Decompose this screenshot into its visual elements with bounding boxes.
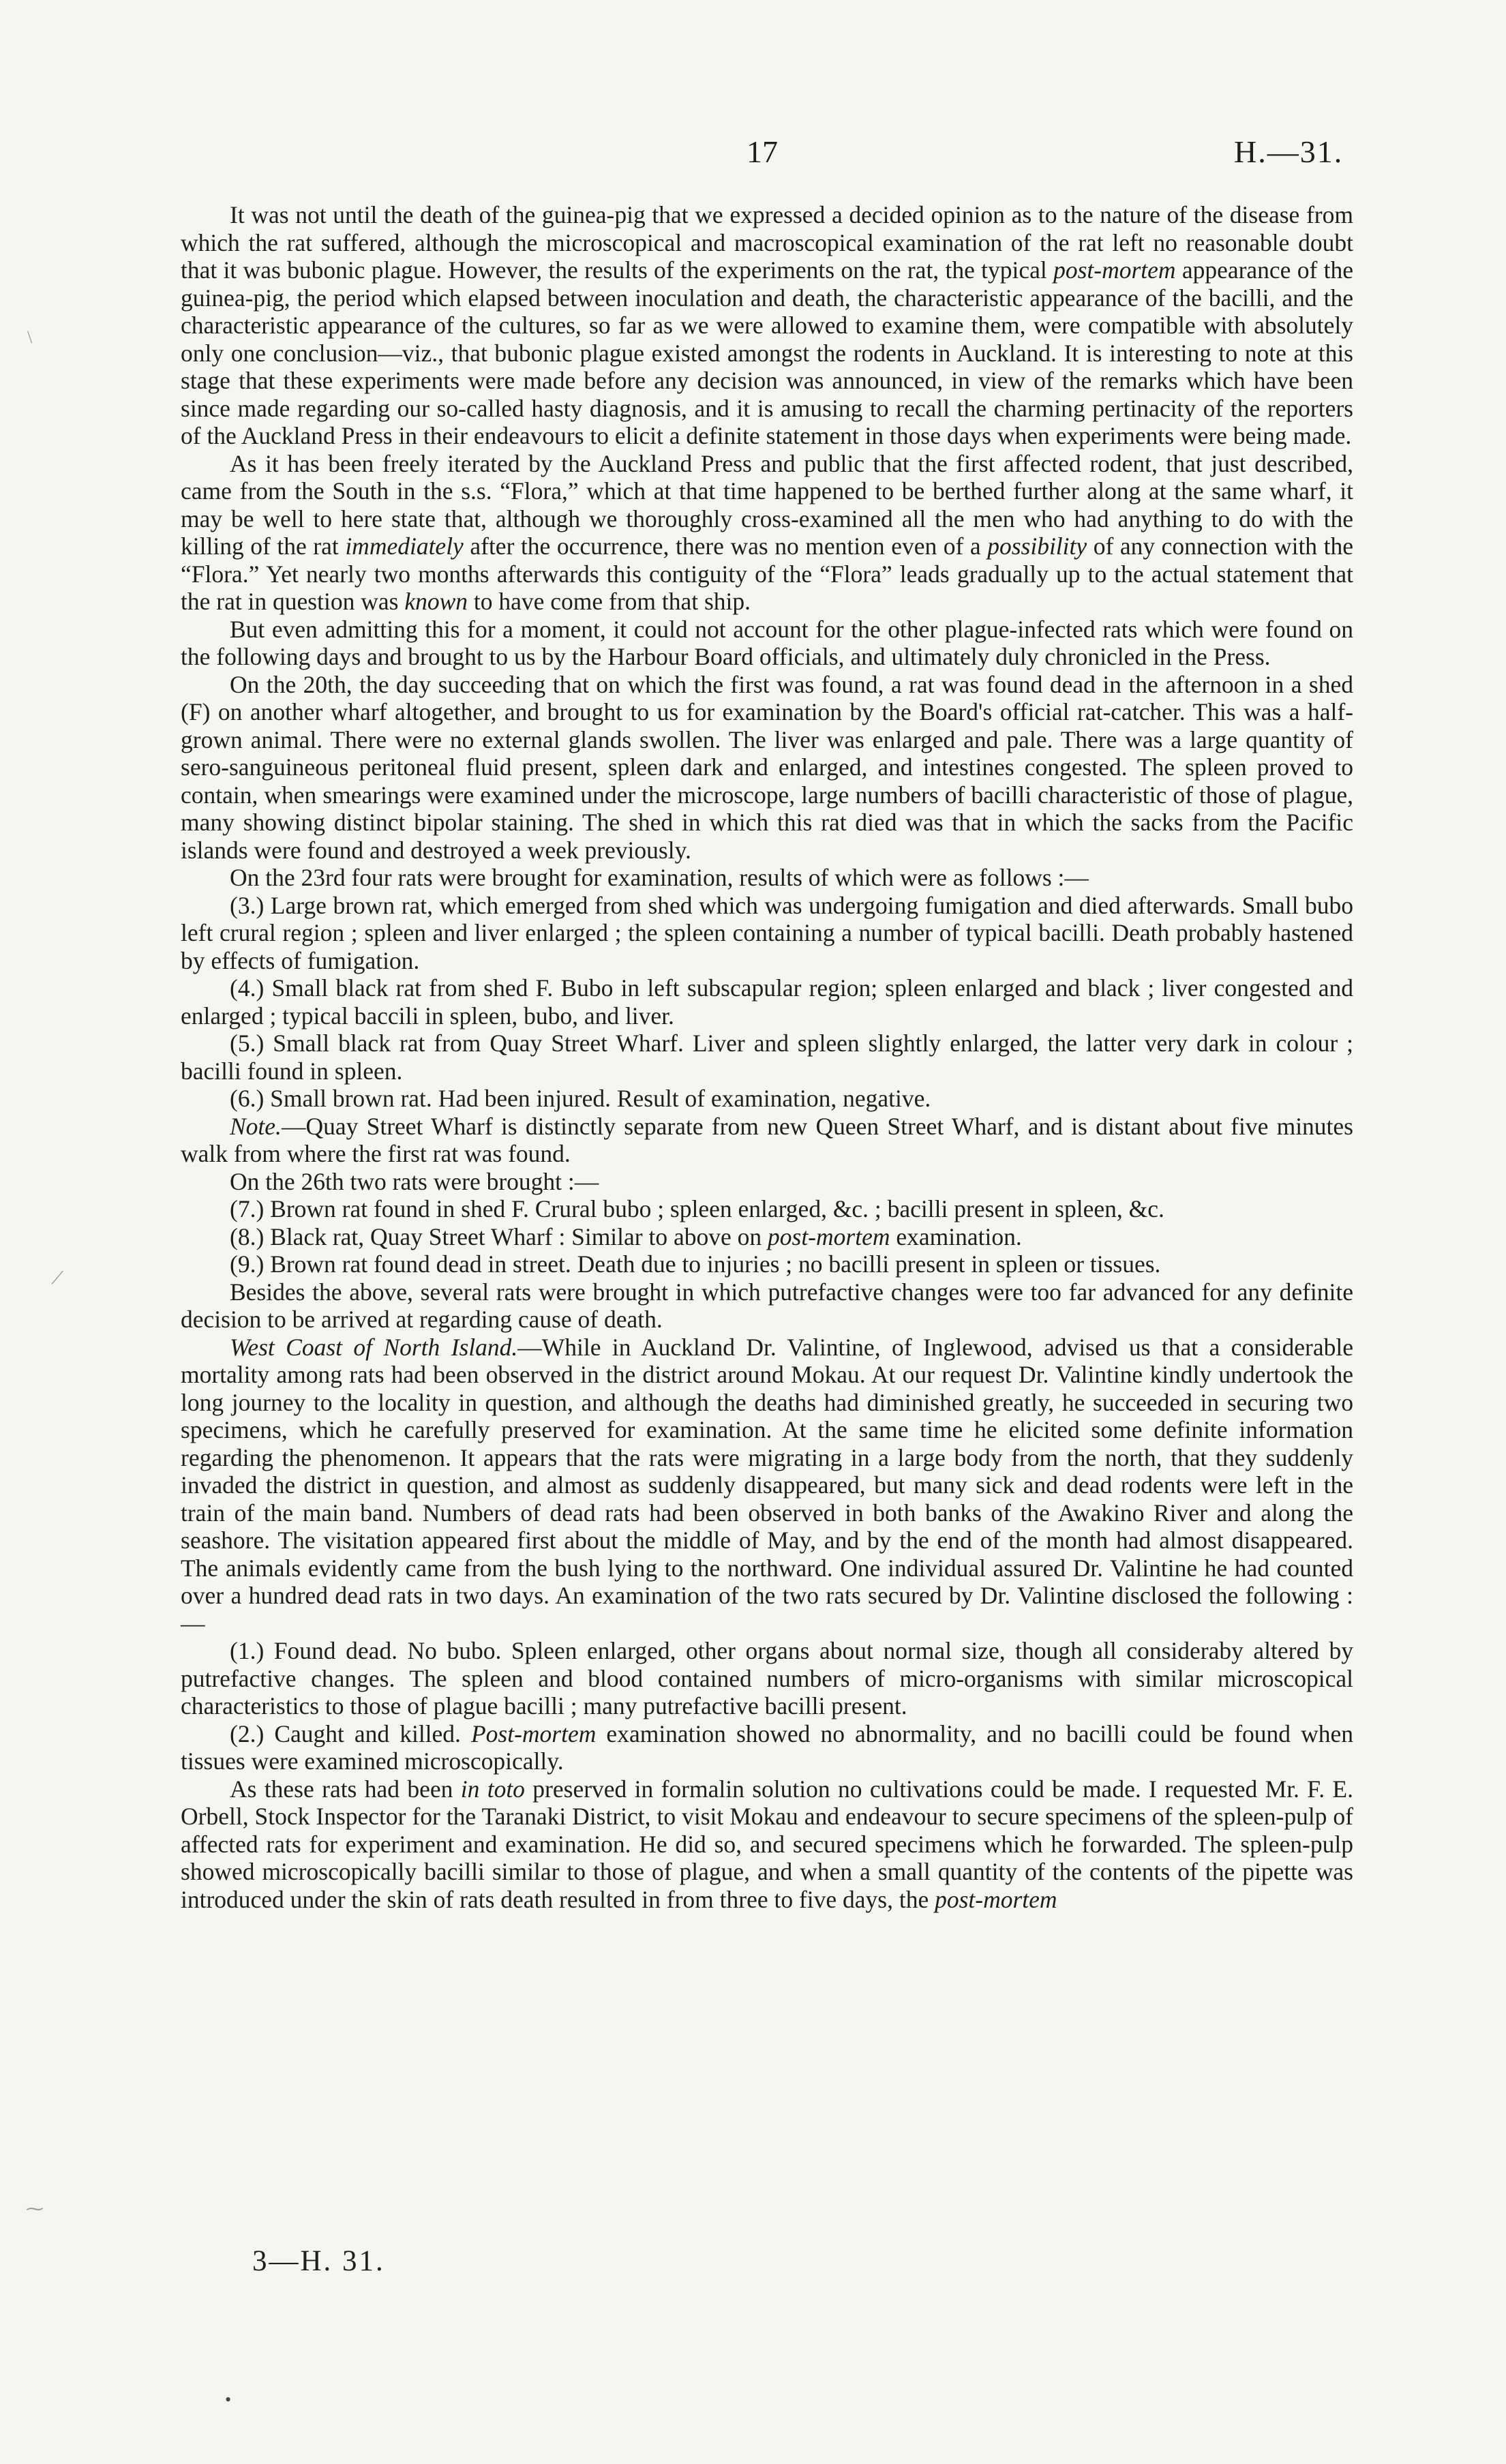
paragraph	[181, 1720, 1353, 1775]
paragraph-text: after the occurrence, there was no mention even of a	[463, 532, 988, 560]
paragraph-text: (8.) Black rat, Quay Street Wharf : Similar to above on	[230, 1222, 768, 1250]
paragraph	[181, 671, 1353, 865]
paragraph-text: (1.) Found dead. No bubo. Spleen enlarged, other organs about normal size, though all consideraby altered by putrefactive changes. The spleen and blood contained numbers of micro-organisms with similar microscopical characteristics to those of plague bacilli ; many putrefactive bacilli present.	[181, 1637, 1353, 1719]
signature-mark: 3—H. 31.	[252, 2245, 385, 2277]
paragraph-text: examination.	[890, 1222, 1022, 1250]
italic-text: immediately	[345, 532, 464, 560]
paragraph	[181, 974, 1353, 1030]
italic-text: in toto	[460, 1775, 525, 1803]
body-text	[181, 201, 1353, 1913]
paragraph	[181, 1334, 1353, 1638]
paragraph-text: It was not until the death of the guinea-pig that we expressed a decided opinion as to the nature of the disease from which the rat suffered, although the microscopical and macroscopical examination of the rat left no reasonable doubt that it was bubonic plague. However, the results of the experiments on the rat, the typical	[181, 201, 1353, 284]
paragraph-text: to have come from that ship.	[468, 588, 751, 615]
paragraph-text: (9.) Brown rat found dead in street. Death due to injuries ; no bacilli present in spleen or tissues.	[230, 1250, 1161, 1278]
paragraph	[181, 1637, 1353, 1720]
document-reference: H.—31.	[1234, 134, 1344, 169]
paragraph	[181, 1195, 1353, 1223]
margin-mark: ⁓	[26, 2199, 44, 2219]
italic-text: known	[404, 588, 468, 615]
paragraph	[181, 201, 1353, 450]
paragraph	[181, 1030, 1353, 1085]
italic-text: possibility	[987, 532, 1087, 560]
paragraph-text: (3.) Large brown rat, which emerged from shed which was undergoing fumigation and died afterwards. Small bubo left crural region ; spleen and liver enlarged ; the spleen containing a number of typical bacilli. Death probably hastened by effects of fumigation.	[181, 891, 1353, 974]
paragraph-text: On the 20th, the day succeeding that on which the first was found, a rat was found dead in the afternoon in a shed (F) on another wharf altogether, and brought to us for examination by the Board's official rat-catcher. This was a half-grown animal. There were no external glands swollen. The liver was enlarged and pale. There was a large quantity of sero-sanguineous peritoneal fluid present, spleen dark and enlarged, and intestines congested. The spleen proved to contain, when smearings were examined under the microscope, large numbers of bacilli characteristic of those of plague, many showing distinct bipolar staining. The shed in which this rat died was that in which the sacks from the Pacific islands were found and destroyed a week previously.	[181, 670, 1353, 864]
margin-mark: ⟋	[51, 1268, 64, 1288]
paragraph-text: But even admitting this for a moment, it could not account for the other plague-infected rats which were found on the following days and brought to us by the Harbour Board officials, and ultimately duly chronicled in the Press.	[181, 615, 1353, 670]
paragraph	[181, 864, 1353, 892]
italic-text: post-mortem	[1053, 256, 1176, 284]
paragraph-text: examination showed no abnormality, and no bacilli could be found when tissues were examined microscopically.	[181, 1719, 1353, 1775]
page-number: 17	[747, 134, 778, 169]
paragraph-text: (5.) Small black rat from Quay Street Wharf. Liver and spleen slightly enlarged, the latter very dark in colour ; bacilli found in spleen.	[181, 1030, 1353, 1085]
paragraph-text: On the 23rd four rats were brought for examination, results of which were as follows :—	[230, 864, 1089, 891]
italic-text: Note.	[230, 1112, 282, 1140]
paragraph-text: appearance of the guinea-pig, the period which elapsed between inoculation and death, the characteristic appearance of the bacilli, and the characteristic appearance of the cultures, so far as we were allowed to examine them, were compatible with absolutely only one conclusion—viz., that bubonic plague existed amongst the rodents in Auckland. It is interesting to note at this stage that these experiments were made before any decision was announced, in view of the remarks which have been since made regarding our so-called hasty diagnosis, and it is amusing to recall the charming pertinacity of the reporters of the Auckland Press in their endeavours to elicit a definite statement in those days when experiments were being made.	[181, 256, 1353, 449]
italic-text: Post-mortem	[470, 1719, 597, 1747]
paragraph-text: (2.) Caught and killed.	[230, 1719, 471, 1747]
paragraph-text: (4.) Small black rat from shed F. Bubo in left subscapular region; spleen enlarged and black ; liver congested and enlarged ; typical baccili in spleen, bubo, and liver.	[181, 974, 1353, 1030]
paragraph-text: —Quay Street Wharf is distinctly separate from new Queen Street Wharf, and is distant about five minutes walk from where the first rat was found.	[181, 1112, 1353, 1167]
paragraph-text: Besides the above, several rats were brought in which putrefactive changes were too far advanced for any definite decision to be arrived at regarding cause of death.	[181, 1278, 1353, 1333]
paragraph-text: (6.) Small brown rat. Had been injured. Result of examination, negative.	[230, 1085, 931, 1112]
paragraph-text: As it has been freely iterated by the Auckland Press and public that the first affected rodent, that just described, came from the South in the s.s. “Flora,” which at that time happened to be berthed further along at the same wharf, it may be well to here state that, although we thoroughly cross-examined all the men who had anything to do with the killing of the rat	[181, 449, 1353, 560]
margin-mark: \	[27, 327, 33, 347]
paragraph-text: On the 26th two rats were brought :—	[230, 1167, 599, 1195]
paragraph	[181, 1278, 1353, 1334]
paragraph	[181, 1250, 1353, 1278]
italic-text: post-mortem	[768, 1222, 890, 1250]
paragraph	[181, 1113, 1353, 1168]
page-header	[0, 134, 1506, 175]
paragraph	[181, 1168, 1353, 1196]
paragraph	[181, 1223, 1353, 1251]
paragraph-text: —While in Auckland Dr. Valintine, of Inglewood, advised us that a considerable mortality among rats had been observed in the district around Mokau. At our request Dr. Valintine kindly undertook the long journey to the locality in question, and although the deaths had diminished greatly, he succeeded in securing two specimens, which he carefully preserved for examination. At the same time he elicited some definite information regarding the phenomenon. It appears that the rats were migrating in a large body from the north, that they suddenly invaded the district in question, and almost as suddenly disappeared, but many sick and dead rodents were left in the train of the main band. Numbers of dead rats had been observed in both banks of the Awakino River and along the seashore. The visitation appeared first about the middle of May, and by the end of the month had almost disappeared. The animals evidently came from the bush lying to the northward. One individual assured Dr. Valintine he had counted over a hundred dead rats in two days. An examination of the two rats secured by Dr. Valintine disclosed the following :—	[181, 1333, 1354, 1637]
paragraph	[181, 1775, 1353, 1914]
paragraph-text: of any connection with the “Flora.” Yet nearly two months afterwards this contiguity of the “Flora” leads gradually up to the actual statement that the rat in question was	[181, 532, 1353, 615]
paragraph	[181, 892, 1353, 975]
paragraph-text: preserved in formalin solution no cultivations could be made. I requested Mr. F. E. Orbell, Stock Inspector for the Taranaki District, to visit Mokau and endeavour to secure specimens of the spleen-pulp of affected rats for experiment and examination. He did so, and secured specimens which he forwarded. The spleen-pulp showed microscopically bacilli similar to those of plague, and when a small quantity of the contents of the pipette was introduced under the skin of rats death resulted in from three to five days, the	[181, 1775, 1353, 1913]
paragraph-text: (7.) Brown rat found in shed F. Crural bubo ; spleen enlarged, &c. ; bacilli present in spleen, &c.	[230, 1195, 1164, 1222]
paragraph	[181, 616, 1353, 671]
margin-mark: •	[225, 2390, 232, 2409]
italic-text: West Coast of North Island.	[230, 1333, 518, 1361]
paragraph	[181, 450, 1353, 616]
paragraph-text: As these rats had been	[230, 1775, 461, 1803]
paragraph	[181, 1085, 1353, 1113]
italic-text: post-mortem	[935, 1885, 1057, 1913]
